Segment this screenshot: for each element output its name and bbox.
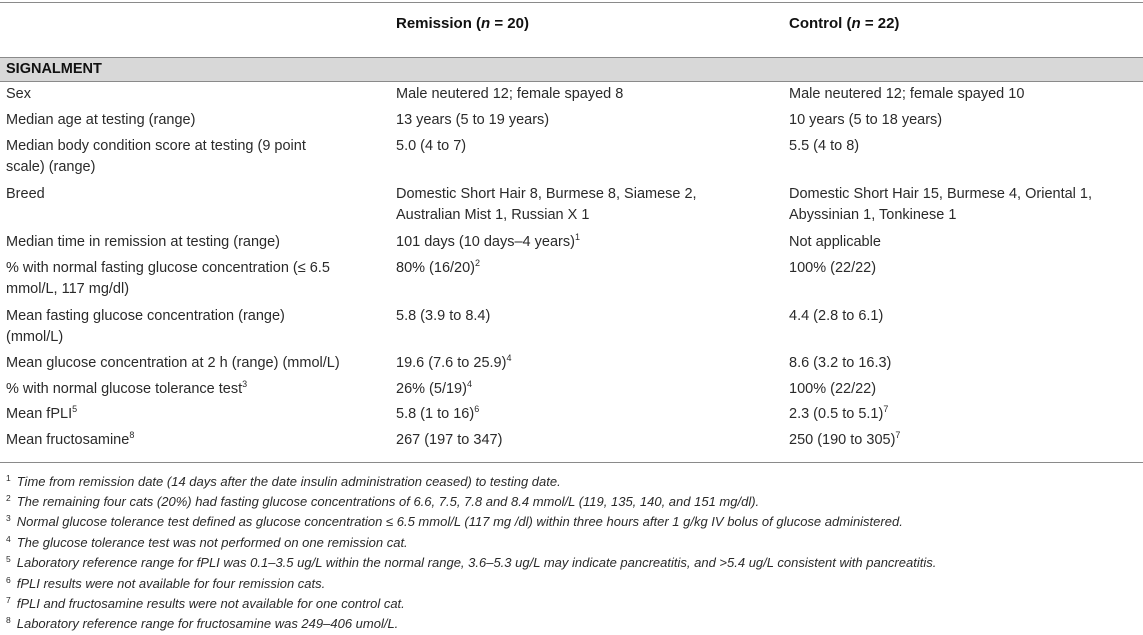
- footnote: $^6$ fPLI results were not available for four remission cats.: [6, 574, 326, 591]
- row-label: Breed: [6, 186, 45, 202]
- row-remission: 13 years (5 to 19 years): [396, 112, 550, 128]
- row-remission: Male neutered 12; female spayed 8: [396, 86, 624, 102]
- row-control: Not applicable: [789, 234, 881, 250]
- row-label: Median body condition score at testing (9 point scale) (range): [6, 138, 306, 175]
- row-control: 4.4 (2.8 to 6.1): [789, 308, 884, 324]
- row-label: Mean fPLI$^5$: [6, 404, 78, 422]
- header-control: Control (n = 22): [789, 15, 900, 32]
- footnote: $^3$ Normal glucose tolerance test defined as glucose concentration ≤ 6.5 mmol/L (117 mg /dl) within three hours after 1 g/kg IV bolus of glucose administered.: [6, 512, 903, 529]
- footnote: $^7$ fPLI and fructosamine results were not available for one control cat.: [6, 594, 405, 611]
- row-remission: 5.0 (4 to 7): [396, 138, 467, 154]
- section-band: [0, 57, 1143, 82]
- row-control: 100% (22/22): [789, 381, 877, 397]
- table-top-rule: [0, 2, 1143, 3]
- table-bottom-rule: [0, 462, 1143, 463]
- row-remission: Domestic Short Hair 8, Burmese 8, Siamese 2, Australian Mist 1, Russian X 1: [396, 186, 697, 223]
- row-remission: 5.8 (3.9 to 8.4): [396, 308, 491, 324]
- footnote: $^5$ Laboratory reference range for fPLI was 0.1–3.5 ug/L within the normal range, 3.6–5.3 ug/L may indicate pancreatitis, and >5.4 ug/L consistent with pancreatitis.: [6, 553, 937, 570]
- footnote: $^2$ The remaining four cats (20%) had fasting glucose concentrations of 6.6, 7.5, 7.8 and 8.4 mmol/L (119, 135, 140, and 151 mg/dl).: [6, 492, 760, 509]
- row-remission: 80% $(16/20)^2$: [396, 258, 481, 276]
- row-remission: 101 days (10 days–4 years)$^1$: [396, 232, 580, 250]
- row-remission: 267 (197 to 347): [396, 432, 503, 448]
- row-remission: 19.6 (7.6 to 25.9)$^4$: [396, 353, 512, 371]
- row-control: 100% (22/22): [789, 260, 877, 276]
- row-control: 5.5 (4 to 8): [789, 138, 860, 154]
- row-label: % with normal fasting glucose concentration (≤ 6.5 mmol/L, 117 mg/dl): [6, 260, 330, 297]
- row-control: Male neutered 12; female spayed 10: [789, 86, 1025, 102]
- row-remission: 5.8 (1 to 16)$^6$: [396, 404, 480, 422]
- footnote: $^8$ Laboratory reference range for fructosamine was 249–406 umol/L.: [6, 614, 399, 631]
- row-label: Mean glucose concentration at 2 h (range) (mmol/L): [6, 355, 340, 371]
- row-remission: 26% $(5/19)^4$: [396, 379, 472, 397]
- header-remission: Remission (n = 20): [396, 15, 529, 32]
- row-label: Mean fructosamine$^8$: [6, 430, 135, 448]
- row-label: Mean fasting glucose concentration (range) (mmol/L): [6, 308, 285, 345]
- row-label: Median age at testing (range): [6, 112, 196, 128]
- row-control: 8.6 (3.2 to 16.3): [789, 355, 892, 371]
- row-label: Sex: [6, 86, 31, 102]
- row-control: Domestic Short Hair 15, Burmese 4, Oriental 1, Abyssinian 1, Tonkinese 1: [789, 186, 1093, 223]
- row-label: Median time in remission at testing (range): [6, 234, 281, 250]
- footnote: $^1$ Time from remission date (14 days after the date insulin administration ceased) to testing date.: [6, 472, 561, 489]
- row-control: 10 years (5 to 18 years): [789, 112, 943, 128]
- section-title: SIGNALMENT: [6, 61, 102, 77]
- row-control: 250 (190 to 305)$^7$: [789, 430, 901, 448]
- footnote: $^4$ The glucose tolerance test was not performed on one remission cat.: [6, 533, 408, 550]
- row-control: 2.3 (0.5 to 5.1)$^7$: [789, 404, 889, 422]
- row-label: % with normal glucose tolerance test$^3$: [6, 379, 248, 397]
